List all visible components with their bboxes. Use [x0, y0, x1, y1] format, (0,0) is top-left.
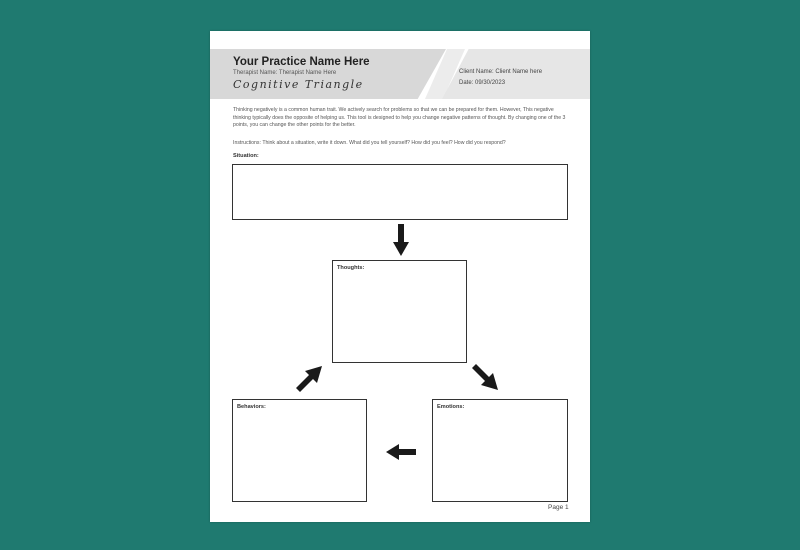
intro-paragraph: Thinking negatively is a common human trait. We actively search for problems so that we can be prepared for them. However, This negative thinking typically does the opposite of helping us. This tool is designed to help you change negative patterns of thought. By changing one of the 3 points, you can change the other points for the better. [233, 107, 566, 129]
arrow-up-right-icon [296, 364, 324, 392]
document-title: Cognitive Triangle [233, 78, 364, 91]
arrow-down-right-icon [472, 364, 500, 392]
emotions-box[interactable] [432, 399, 568, 502]
client-name: Client Name: Client Name here [459, 69, 543, 75]
arrow-left-icon [386, 444, 416, 460]
situation-box[interactable] [232, 164, 568, 220]
therapist-name: Therapist Name: Therapist Name Here [233, 70, 337, 76]
thoughts-box[interactable] [332, 260, 467, 363]
emotions-label: Emotions: [437, 404, 465, 410]
date: Date: 09/30/2023 [459, 80, 506, 86]
page-number: Page 1 [548, 504, 569, 511]
practice-name: Your Practice Name Here [233, 56, 370, 68]
behaviors-box[interactable] [232, 399, 367, 502]
behaviors-label: Behaviors: [237, 404, 266, 410]
thoughts-label: Thoughts: [337, 265, 365, 271]
situation-label: Situation: [233, 153, 259, 159]
worksheet-page [210, 31, 590, 522]
instructions: Instructions: Think about a situation, write it down. What did you tell yourself? How did you feel? How did you respond? [233, 140, 506, 146]
arrow-down-icon [393, 224, 409, 256]
